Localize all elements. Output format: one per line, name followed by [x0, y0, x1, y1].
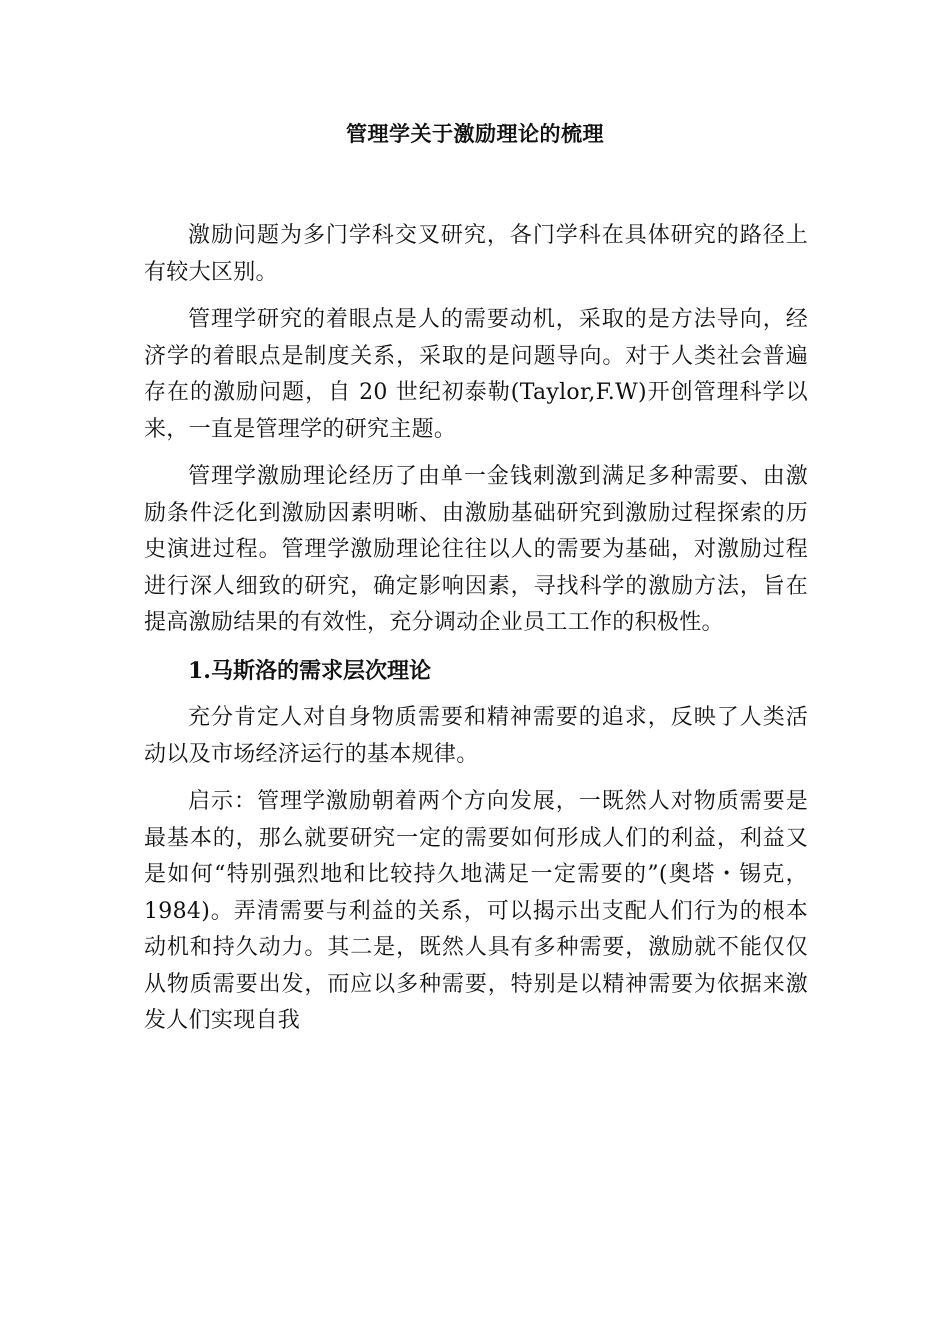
paragraph-maslow-summary: 充分肯定人对自身物质需要和精神需要的追求，反映了人类活动以及市场经济运行的基本规律。	[144, 705, 808, 767]
paragraph-evolution: 管理学激励理论经历了由单一金钱刺激到满足多种需要、由激励条件泛化到激励因素明晰、由激励基础研究到激励过程探索的历史演进过程。管理学激励理论往往以人的需要为基础，对激励过程进行深人细致的研究，确定影响因素，寻找科学的激励方法，旨在提高激励结果的有效性，充分调动企业员工工作的积极性。	[144, 464, 808, 635]
paragraph-implications: 启示：管理学激励朝着两个方向发展，一既然人对物质需要是最基本的，那么就要研究一定的需要如何形成人们的利益，利益又是如何“特别强烈地和比较持久地满足一定需要的”(奥塔・锡克，1984)。弄清需要与利益的关系，可以揭示出支配人们行为的根本动机和持久动力。其二是，既然人具有多种需要，激励就不能仅仅从物质需要出发，而应以多种需要，特别是以精神需要为依据来激发人们实现自我	[144, 789, 808, 1033]
document-body	[144, 218, 808, 1051]
document-title: 管理学关于激励理论的梳理	[346, 121, 604, 146]
section-heading-maslow: 1.马斯洛的需求层次理论	[188, 657, 431, 684]
paragraph-intro: 激励问题为多门学科交叉研究，各门学科在具体研究的路径上有较大区别。	[144, 223, 808, 285]
paragraph-focus: 管理学研究的着眼点是人的需要动机，采取的是方法导向，经济学的着眼点是制度关系，采取的是问题导向。对于人类社会普遍存在的激励问题，自 20 世纪初泰勒(Taylor,F.W)开创管理科学以来，一直是管理学的研究主题。	[144, 307, 808, 442]
